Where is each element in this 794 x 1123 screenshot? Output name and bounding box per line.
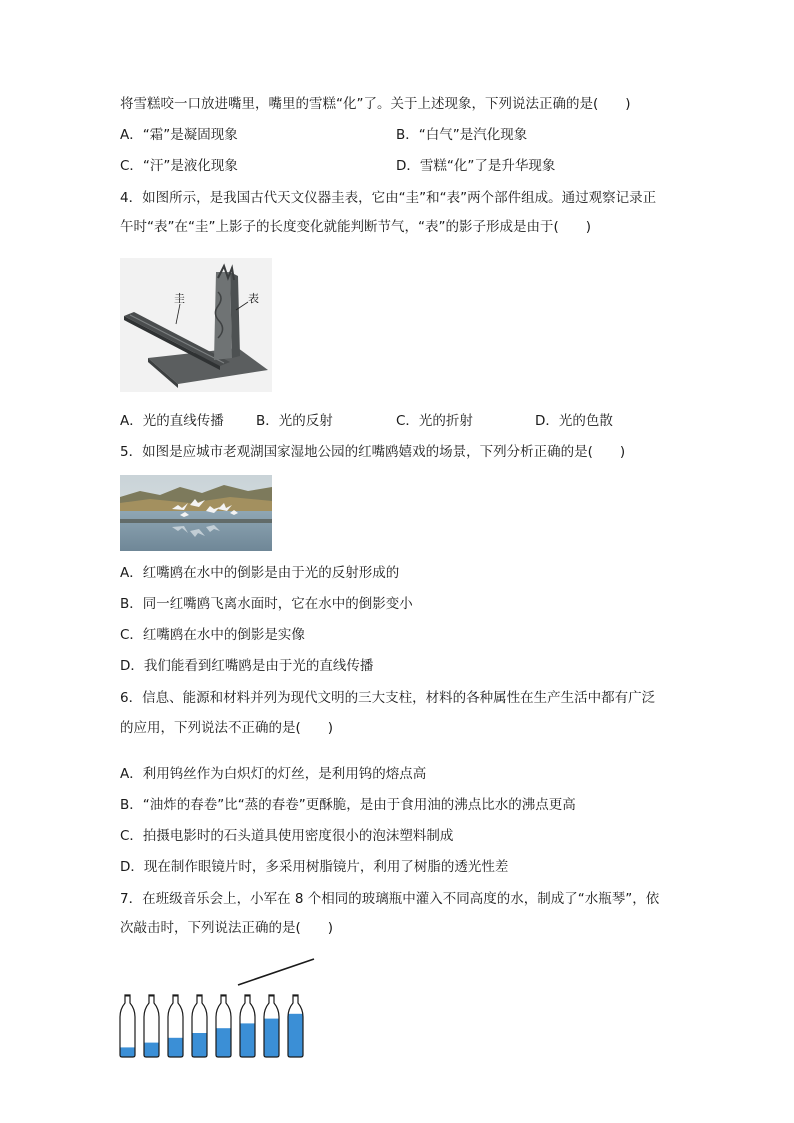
bottle[interactable] <box>119 995 136 1059</box>
bottle[interactable] <box>167 995 184 1059</box>
gui-label: 圭 <box>174 292 185 305</box>
q4-option-d[interactable]: D．光的色散 <box>535 413 613 429</box>
gui-biao-figure <box>120 258 272 392</box>
bottle[interactable] <box>239 995 256 1059</box>
bottle[interactable] <box>143 995 160 1059</box>
q6-stem-line2: 的应用，下列说法不正确的是( ) <box>120 720 334 736</box>
bottle-water <box>167 1038 184 1059</box>
q3-option-b[interactable]: B．“白气”是汽化现象 <box>396 127 528 143</box>
bottle-water <box>263 1019 280 1059</box>
q5-option-a[interactable]: A．红嘴鸥在水中的倒影是由于光的反射形成的 <box>120 565 400 581</box>
q3-option-c[interactable]: C．“汗”是液化现象 <box>120 158 238 174</box>
q6-option-c[interactable]: C．拍摄电影时的石头道具使用密度很小的泡沫塑料制成 <box>120 828 454 844</box>
q4-option-a[interactable]: A．光的直线传播 <box>120 413 224 429</box>
q4-stem-line1: 4．如图所示，是我国古代天文仪器圭表，它由“圭”和“表”两个部件组成。通过观察记录正 <box>120 190 657 206</box>
gull-lake-photo <box>120 475 272 551</box>
q6-option-b[interactable]: B．“油炸的春卷”比“蒸的春卷”更酥脆，是由于食用油的沸点比水的沸点更高 <box>120 797 576 813</box>
q4-option-c[interactable]: C．光的折射 <box>396 413 473 429</box>
bottle[interactable] <box>215 995 232 1059</box>
q5-option-b[interactable]: B．同一红嘴鸥飞离水面时，它在水中的倒影变小 <box>120 596 413 612</box>
biao-label: 表 <box>248 292 259 305</box>
q3-stem-tail: 将雪糕咬一口放进嘴里，嘴里的雪糕“化”了。关于上述现象，下列说法正确的是( ) <box>120 96 631 112</box>
bottle[interactable] <box>263 995 280 1059</box>
q5-stem-line1: 5．如图是应城市老观湖国家湿地公园的红嘴鸥嬉戏的场景，下列分析正确的是( ) <box>120 444 626 460</box>
bottle[interactable] <box>191 995 208 1059</box>
q4-stem-line2: 午时“表”在“圭”上影子的长度变化就能判断节气，“表”的影子形成是由于( ) <box>120 219 591 235</box>
q7-stem-line1: 7．在班级音乐会上，小军在 8 个相同的玻璃瓶中灌入不同高度的水，制成了“水瓶琴”，依 <box>120 891 660 907</box>
q5-option-d[interactable]: D．我们能看到红嘴鸥是由于光的直线传播 <box>120 658 374 674</box>
q3-option-d[interactable]: D．雪糕“化”了是升华现象 <box>396 158 556 174</box>
striker-stick <box>238 959 314 985</box>
q6-option-a[interactable]: A．利用钨丝作为白炽灯的灯丝，是利用钨的熔点高 <box>120 766 427 782</box>
q6-option-d[interactable]: D．现在制作眼镜片时，多采用树脂镜片，利用了树脂的透光性差 <box>120 859 509 875</box>
q4-option-b[interactable]: B．光的反射 <box>256 413 333 429</box>
q7-stem-line2: 次敲击时，下列说法正确的是( ) <box>120 920 334 936</box>
bottle[interactable] <box>287 995 304 1059</box>
bottle-water <box>215 1028 232 1059</box>
q6-stem-line1: 6．信息、能源和材料并列为现代文明的三大支柱，材料的各种属性在生产生活中都有广泛 <box>120 690 656 706</box>
water-bottle-xylophone-figure <box>112 955 322 1061</box>
q3-option-a[interactable]: A．“霜”是凝固现象 <box>120 127 238 143</box>
bottle-water <box>239 1023 256 1059</box>
bottle-water <box>191 1033 208 1059</box>
bottles <box>119 995 304 1059</box>
q5-option-c[interactable]: C．红嘴鸥在水中的倒影是实像 <box>120 627 305 643</box>
bottle-water <box>287 1014 304 1059</box>
